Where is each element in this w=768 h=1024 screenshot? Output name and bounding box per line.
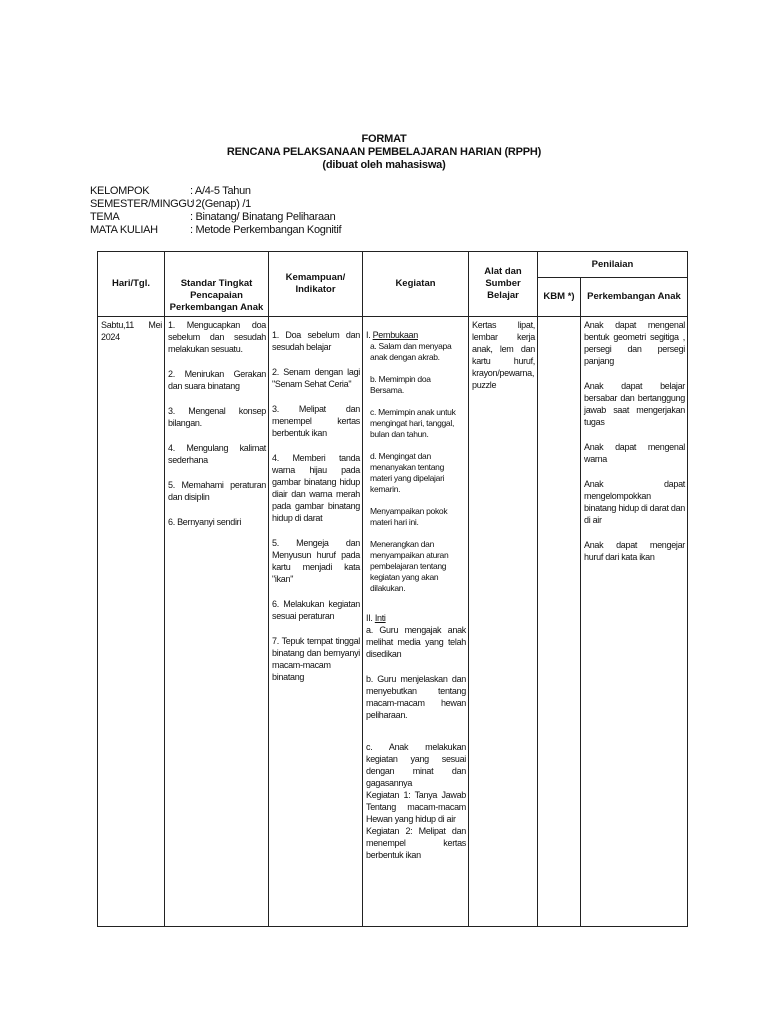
meta-row-tema [90,211,341,224]
kemampuan-item: 4. Memberi tanda warna hijau pada gambar binatang hidup diair dan warna merah pada gambar binatang hidup di darat [272,453,360,523]
kemampuan-item: 7. Tepuk tempat tinggal binatang dan bernyanyi macam-macam binatang [272,636,360,682]
header-kegiatan: Kegiatan [363,252,469,317]
cell-kbm [538,317,581,927]
rpph-table [97,251,688,927]
meta-label: MATA KULIAH [90,224,158,236]
pembukaan-number: I. [366,330,371,340]
title-subtitle: (dibuat oleh mahasiswa) [322,159,446,171]
header-hari: Hari/Tgl. [98,252,165,317]
title-format: FORMAT [361,133,407,145]
section-inti [366,612,466,624]
cell-standar [165,317,269,927]
inti-item: b. Guru menjelaskan dan menyebutkan tentang macam-macam hewan peliharaan. [366,674,466,720]
kemampuan-item: 1. Doa sebelum dan sesudah belajar [272,330,360,352]
perkembangan-item: Anak dapat mengenal bentuk geometri segitiga , persegi dan persegi panjang [584,320,685,366]
cell-kemampuan [269,317,363,927]
cell-perkembangan [581,317,688,927]
header-penilaian: Penilaian [538,252,688,278]
pembukaan-item: c. Memimpin anak untuk mengingat hari, tanggal, bulan dan tahun. [370,407,456,439]
identity-block [90,185,341,237]
standar-item: 5. Memahami peraturan dan disiplin [168,480,266,502]
meta-value: : 2(Genap) /1 [190,198,251,211]
pembukaan-item: b. Memimpin doa Bersama. [370,374,431,395]
pembukaan-label: Pembukaan [372,330,418,340]
hari-month: Mei [148,320,162,330]
header-kemampuan: Kemampuan/ Indikator [269,252,363,317]
meta-label: SEMESTER/MINGGU [90,198,195,210]
pembukaan-item: d. Mengingat dan menanyakan tentang materi yang dipelajari kemarin. [370,451,445,494]
inti-number: II. [366,613,373,623]
header-kbm: KBM *) [538,278,581,317]
standar-item: 3. Mengenal konsep bilangan. [168,406,266,428]
standar-item: 2. Menirukan Gerakan dan suara binatang [168,369,266,391]
pembukaan-item: Menerangkan dan menyampaikan aturan pembelajaran tentang kegiatan yang akan dilakukan. [370,539,449,593]
header-perkembangan: Perkembangan Anak [581,278,688,317]
cell-alat [469,317,538,927]
perkembangan-item: Anak dapat mengelompokkan binatang hidup di darat dan di air [584,479,685,525]
perkembangan-item: Anak dapat mengejar huruf dari kata ikan [584,540,685,562]
inti-label: Inti [374,613,386,623]
section-pembukaan [366,329,466,341]
standar-item: 4. Mengulang kalimat sederhana [168,443,266,465]
meta-row-mata-kuliah [90,224,341,237]
meta-value: : A/4-5 Tahun [190,185,251,198]
kemampuan-item: 2. Senam dengan lagi "Senam Sehat Ceria" [272,367,360,389]
meta-value: : Metode Perkembangan Kognitif [190,224,341,237]
kemampuan-item: 6. Melakukan kegiatan sesuai peraturan [272,599,360,621]
kemampuan-item: 3. Melipat dan menempel kertas berbentuk ikan [272,404,360,438]
alat-text: Kertas lipat, lembar kerja anak, lem dan kartu huruf, krayon/pewarna, puzzle [472,320,535,390]
header-standar: Standar Tingkat Pencapaian Perkembangan Anak [165,252,269,317]
header-alat: Alat dan Sumber Belajar [469,252,538,317]
kemampuan-item: 5. Mengeja dan Menyusun huruf pada kartu menjadi kata "ikan" [272,538,360,584]
cell-hari [98,317,165,927]
pembukaan-item: Menyampaikan pokok materi hari ini. [370,506,448,527]
pembukaan-item: a. Salam dan menyapa anak dengan akrab. [370,341,452,362]
inti-kegiatan-2: Kegiatan 2: Melipat dan menempel kertas berbentuk ikan [366,826,466,860]
meta-label: TEMA [90,211,120,223]
inti-item: c. Anak melakukan kegiatan yang sesuai dengan minat dan gagasannya [366,742,466,788]
standar-item: 1. Mengucapkan doa sebelum dan sesudah melakukan sesuatu. [168,320,266,354]
inti-item: a. Guru mengajak anak melihat media yang telah disedikan [366,625,466,659]
hari-day: Sabtu,11 [101,320,134,330]
perkembangan-item: Anak dapat belajar bersabar dan bertanggung jawab saat mengerjakan tugas [584,381,685,427]
meta-row-kelompok [90,185,341,198]
title-rpph: RENCANA PELAKSANAAN PEMBELAJARAN HARIAN (RPPH) [226,146,542,158]
hari-year: 2024 [101,332,120,342]
standar-item: 6. Bernyanyi sendiri [168,517,242,527]
document-title-block [0,133,768,172]
meta-label: KELOMPOK [90,185,150,197]
meta-value: : Binatang/ Binatang Peliharaan [190,211,335,224]
inti-kegiatan-1: Kegiatan 1: Tanya Jawab Tentang macam-macam Hewan yang hidup di air [366,790,466,824]
meta-row-semester [90,198,341,211]
cell-kegiatan [363,317,469,927]
perkembangan-item: Anak dapat mengenal warna [584,442,685,464]
